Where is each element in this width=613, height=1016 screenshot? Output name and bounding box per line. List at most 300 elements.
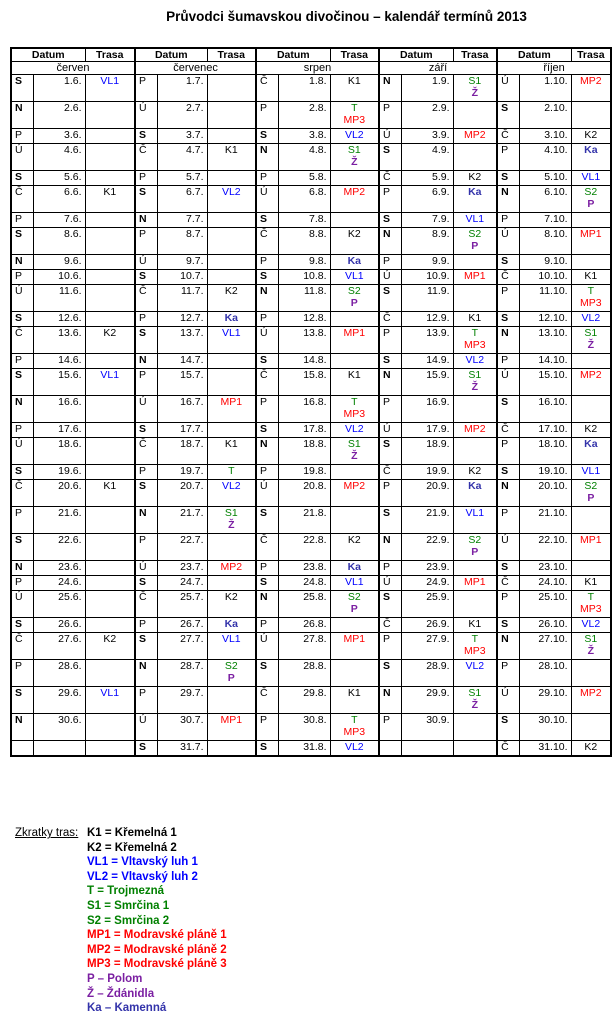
route-cell bbox=[330, 354, 379, 369]
day-cell: P bbox=[497, 354, 519, 369]
route-cell bbox=[207, 186, 256, 213]
date-cell: 18.10. bbox=[519, 438, 571, 465]
day-cell bbox=[379, 741, 401, 756]
date-cell: 18.7. bbox=[157, 438, 207, 465]
route-cell bbox=[207, 660, 256, 687]
date-cell: 30.7. bbox=[157, 714, 207, 741]
route-cell bbox=[330, 561, 379, 576]
date-cell: 28.6. bbox=[33, 660, 85, 687]
route-cell bbox=[330, 660, 379, 687]
day-cell: Č bbox=[379, 618, 401, 633]
route-code: MP2 bbox=[464, 423, 486, 435]
route-code: Ka bbox=[468, 186, 482, 198]
legend-label: Zkratky tras: bbox=[15, 827, 79, 839]
day-cell: P bbox=[135, 369, 157, 396]
date-cell: 9.9. bbox=[401, 255, 453, 270]
legend-items bbox=[87, 826, 227, 1016]
day-cell: Ú bbox=[379, 576, 401, 591]
route-cell bbox=[207, 561, 256, 576]
route-cell bbox=[330, 438, 379, 465]
day-cell: P bbox=[497, 438, 519, 465]
route-cell bbox=[330, 270, 379, 285]
day-cell: Č bbox=[135, 591, 157, 618]
route-cell bbox=[453, 438, 497, 465]
day-cell: P bbox=[256, 465, 278, 480]
route-code: K2 bbox=[224, 591, 238, 603]
route-code: Ka bbox=[224, 618, 238, 630]
route-cell bbox=[453, 660, 497, 687]
day-cell: N bbox=[379, 228, 401, 255]
day-cell: Č bbox=[379, 312, 401, 327]
day-cell: N bbox=[11, 255, 33, 270]
legend-item: K1 = Křemelná 1 bbox=[87, 827, 177, 839]
day-cell: Č bbox=[497, 270, 519, 285]
route-code: Ž bbox=[587, 645, 595, 657]
route-code: VL1 bbox=[100, 75, 120, 87]
day-cell: S bbox=[256, 576, 278, 591]
day-cell: Ú bbox=[135, 561, 157, 576]
date-cell: 12.8. bbox=[278, 312, 330, 327]
date-cell: 16.10. bbox=[519, 396, 571, 423]
route-code: VL1 bbox=[581, 171, 601, 183]
route-code: MP2 bbox=[343, 480, 366, 492]
date-cell: 2.7. bbox=[157, 102, 207, 129]
day-cell: S bbox=[379, 144, 401, 171]
route-cell bbox=[85, 285, 135, 312]
route-code: Ka bbox=[584, 438, 598, 450]
date-cell: 21.9. bbox=[401, 507, 453, 534]
date-cell: 1.7. bbox=[157, 75, 207, 102]
date-cell: 7.9. bbox=[401, 213, 453, 228]
day-cell: Ú bbox=[11, 144, 33, 171]
route-code: MP1 bbox=[343, 327, 366, 339]
day-cell: S bbox=[135, 633, 157, 660]
date-cell: 23.10. bbox=[519, 561, 571, 576]
route-code: MP2 bbox=[580, 369, 602, 381]
route-cell bbox=[207, 714, 256, 741]
route-code: Ž bbox=[351, 156, 358, 168]
route-cell bbox=[330, 171, 379, 186]
route-cell bbox=[330, 228, 379, 255]
date-cell: 24.8. bbox=[278, 576, 330, 591]
route-cell bbox=[571, 576, 611, 591]
route-cell bbox=[207, 102, 256, 129]
date-cell: 8.8. bbox=[278, 228, 330, 255]
route-cell bbox=[571, 396, 611, 423]
date-cell: 11.6. bbox=[33, 285, 85, 312]
day-cell: Ú bbox=[11, 591, 33, 618]
table-row bbox=[11, 618, 611, 633]
day-cell: P bbox=[11, 576, 33, 591]
day-cell: Č bbox=[497, 129, 519, 144]
header-datum: Datum bbox=[256, 48, 330, 62]
day-cell: N bbox=[497, 633, 519, 660]
route-cell bbox=[85, 213, 135, 228]
route-cell bbox=[207, 633, 256, 660]
header-datum: Datum bbox=[497, 48, 571, 62]
date-cell: 17.9. bbox=[401, 423, 453, 438]
date-cell: 8.6. bbox=[33, 228, 85, 255]
route-code: VL2 bbox=[581, 312, 601, 324]
date-cell: 23.6. bbox=[33, 561, 85, 576]
date-cell: 17.7. bbox=[157, 423, 207, 438]
table-row bbox=[11, 576, 611, 591]
route-code: MP1 bbox=[580, 534, 602, 546]
date-cell: 7.6. bbox=[33, 213, 85, 228]
date-cell: 3.9. bbox=[401, 129, 453, 144]
route-cell bbox=[85, 396, 135, 423]
date-cell: 25.8. bbox=[278, 591, 330, 618]
route-cell bbox=[207, 396, 256, 423]
route-code: K2 bbox=[584, 741, 598, 753]
day-cell: P bbox=[256, 561, 278, 576]
day-cell: Ú bbox=[11, 285, 33, 312]
date-cell: 14.8. bbox=[278, 354, 330, 369]
day-cell: N bbox=[379, 534, 401, 561]
route-cell bbox=[571, 465, 611, 480]
table-row bbox=[11, 102, 611, 129]
route-code: VL1 bbox=[465, 507, 485, 519]
header-datum: Datum bbox=[135, 48, 207, 62]
route-code: VL1 bbox=[581, 465, 601, 477]
route-cell bbox=[207, 213, 256, 228]
route-cell bbox=[330, 396, 379, 423]
route-code: P bbox=[350, 603, 358, 615]
date-cell: 16.8. bbox=[278, 396, 330, 423]
date-cell: 25.7. bbox=[157, 591, 207, 618]
day-cell: N bbox=[11, 102, 33, 129]
day-cell: N bbox=[497, 327, 519, 354]
route-cell bbox=[330, 465, 379, 480]
day-cell: Č bbox=[256, 75, 278, 102]
date-cell: 4.9. bbox=[401, 144, 453, 171]
day-cell: N bbox=[135, 507, 157, 534]
legend-item: VL1 = Vltavský luh 1 bbox=[87, 856, 198, 869]
route-cell bbox=[453, 129, 497, 144]
table-row bbox=[11, 144, 611, 171]
date-cell: 25.10. bbox=[519, 591, 571, 618]
route-cell bbox=[330, 534, 379, 561]
route-code: S1 bbox=[584, 633, 598, 645]
day-cell: S bbox=[379, 438, 401, 465]
route-cell bbox=[571, 438, 611, 465]
day-cell: N bbox=[256, 144, 278, 171]
route-code: MP2 bbox=[580, 687, 602, 699]
day-cell: S bbox=[135, 741, 157, 756]
route-code: MP2 bbox=[464, 129, 486, 141]
day-cell: P bbox=[379, 561, 401, 576]
route-cell bbox=[571, 312, 611, 327]
route-code: K2 bbox=[584, 423, 598, 435]
route-code: MP3 bbox=[580, 297, 602, 309]
date-cell: 31.10. bbox=[519, 741, 571, 756]
day-cell: S bbox=[379, 660, 401, 687]
route-code: S1 bbox=[347, 438, 361, 450]
route-code: K1 bbox=[347, 369, 361, 381]
route-cell bbox=[85, 186, 135, 213]
route-cell bbox=[85, 228, 135, 255]
route-code: K1 bbox=[347, 687, 361, 699]
date-cell: 22.9. bbox=[401, 534, 453, 561]
route-code: S1 bbox=[468, 75, 482, 87]
date-cell: 10.9. bbox=[401, 270, 453, 285]
day-cell: S bbox=[497, 396, 519, 423]
date-cell: 5.6. bbox=[33, 171, 85, 186]
date-cell: 26.6. bbox=[33, 618, 85, 633]
route-cell bbox=[85, 561, 135, 576]
day-cell: N bbox=[135, 660, 157, 687]
month-3: srpen bbox=[256, 62, 379, 75]
date-cell: 7.8. bbox=[278, 213, 330, 228]
date-cell: 26.8. bbox=[278, 618, 330, 633]
route-cell bbox=[207, 354, 256, 369]
route-code: S1 bbox=[584, 327, 598, 339]
date-cell: 10.6. bbox=[33, 270, 85, 285]
route-cell bbox=[330, 576, 379, 591]
day-cell: Č bbox=[135, 144, 157, 171]
day-cell: Č bbox=[497, 423, 519, 438]
route-code: S1 bbox=[468, 369, 482, 381]
legend-item: P – Polom bbox=[87, 972, 143, 985]
header-trasa: Trasa bbox=[330, 48, 379, 62]
route-code: S2 bbox=[347, 591, 361, 603]
day-cell: P bbox=[11, 270, 33, 285]
day-cell: Ú bbox=[256, 480, 278, 507]
route-cell bbox=[453, 423, 497, 438]
table-row bbox=[11, 312, 611, 327]
date-cell: 28.7. bbox=[157, 660, 207, 687]
day-cell: S bbox=[256, 507, 278, 534]
date-cell: 3.10. bbox=[519, 129, 571, 144]
day-cell: P bbox=[135, 618, 157, 633]
route-code: S2 bbox=[468, 534, 482, 546]
date-cell: 30.9. bbox=[401, 714, 453, 741]
route-code: Ž bbox=[228, 519, 235, 531]
route-code: K2 bbox=[468, 171, 482, 183]
route-code: K2 bbox=[584, 129, 598, 141]
table-row bbox=[11, 171, 611, 186]
table-row bbox=[11, 423, 611, 438]
legend-item: T = Trojmezná bbox=[87, 885, 165, 898]
date-cell: 6.6. bbox=[33, 186, 85, 213]
route-cell bbox=[330, 633, 379, 660]
day-cell: P bbox=[379, 633, 401, 660]
day-cell: S bbox=[135, 129, 157, 144]
route-code: Ž bbox=[587, 339, 595, 351]
header-datum: Datum bbox=[379, 48, 453, 62]
route-code: VL2 bbox=[344, 423, 364, 435]
date-cell: 15.9. bbox=[401, 369, 453, 396]
route-code: Ka bbox=[347, 561, 362, 573]
route-cell bbox=[571, 228, 611, 255]
date-cell: 4.10. bbox=[519, 144, 571, 171]
route-code: T bbox=[587, 591, 595, 603]
date-cell: 23.7. bbox=[157, 561, 207, 576]
day-cell: P bbox=[497, 591, 519, 618]
day-cell: N bbox=[135, 354, 157, 369]
date-cell: 3.8. bbox=[278, 129, 330, 144]
route-cell bbox=[330, 423, 379, 438]
route-cell bbox=[85, 618, 135, 633]
date-cell: 29.8. bbox=[278, 687, 330, 714]
date-cell: 28.9. bbox=[401, 660, 453, 687]
date-cell: 26.7. bbox=[157, 618, 207, 633]
date-cell: 2.10. bbox=[519, 102, 571, 129]
route-cell bbox=[330, 591, 379, 618]
route-cell bbox=[330, 687, 379, 714]
date-cell: 13.6. bbox=[33, 327, 85, 354]
route-cell bbox=[85, 576, 135, 591]
date-cell: 14.6. bbox=[33, 354, 85, 369]
date-cell: 15.6. bbox=[33, 369, 85, 396]
route-code: K1 bbox=[103, 480, 117, 492]
date-cell: 5.8. bbox=[278, 171, 330, 186]
day-cell: Č bbox=[135, 438, 157, 465]
route-cell bbox=[571, 102, 611, 129]
header-datum: Datum bbox=[11, 48, 85, 62]
table-row bbox=[11, 660, 611, 687]
route-code: MP1 bbox=[220, 714, 243, 726]
day-cell: P bbox=[497, 660, 519, 687]
day-cell: S bbox=[135, 186, 157, 213]
route-cell bbox=[85, 369, 135, 396]
route-code: T bbox=[471, 633, 479, 645]
route-cell bbox=[85, 465, 135, 480]
table-row bbox=[11, 285, 611, 312]
table-row bbox=[11, 633, 611, 660]
route-code: MP2 bbox=[343, 186, 366, 198]
route-cell bbox=[571, 423, 611, 438]
route-cell bbox=[330, 186, 379, 213]
day-cell: Ú bbox=[135, 102, 157, 129]
route-cell bbox=[330, 312, 379, 327]
date-cell: 19.10. bbox=[519, 465, 571, 480]
day-cell: Č bbox=[497, 741, 519, 756]
route-code: VL2 bbox=[465, 354, 485, 366]
date-cell: 14.9. bbox=[401, 354, 453, 369]
date-cell: 29.9. bbox=[401, 687, 453, 714]
date-cell: 8.9. bbox=[401, 228, 453, 255]
route-cell bbox=[207, 312, 256, 327]
route-cell bbox=[207, 480, 256, 507]
route-cell bbox=[85, 660, 135, 687]
table-row bbox=[11, 507, 611, 534]
date-cell: 6.10. bbox=[519, 186, 571, 213]
day-cell: Ú bbox=[497, 75, 519, 102]
date-cell: 6.8. bbox=[278, 186, 330, 213]
route-code: Ka bbox=[347, 255, 362, 267]
route-cell bbox=[571, 255, 611, 270]
route-cell bbox=[85, 480, 135, 507]
table-row bbox=[11, 687, 611, 714]
date-cell: 28.10. bbox=[519, 660, 571, 687]
day-cell: Č bbox=[11, 480, 33, 507]
table-row bbox=[11, 561, 611, 576]
date-cell: 22.6. bbox=[33, 534, 85, 561]
route-code: MP3 bbox=[464, 339, 486, 351]
route-code: VL1 bbox=[100, 687, 120, 699]
day-cell: S bbox=[497, 561, 519, 576]
day-cell: P bbox=[135, 171, 157, 186]
day-cell: S bbox=[11, 312, 33, 327]
day-cell: S bbox=[256, 423, 278, 438]
route-cell bbox=[453, 327, 497, 354]
route-code: MP3 bbox=[343, 114, 366, 126]
day-cell: S bbox=[256, 270, 278, 285]
route-cell bbox=[85, 171, 135, 186]
route-cell bbox=[207, 591, 256, 618]
legend-item: K2 = Křemelná 2 bbox=[87, 841, 177, 854]
route-cell bbox=[207, 465, 256, 480]
day-cell: Č bbox=[379, 465, 401, 480]
route-code: MP3 bbox=[343, 408, 366, 420]
route-cell bbox=[453, 213, 497, 228]
route-cell bbox=[85, 534, 135, 561]
day-cell: P bbox=[379, 255, 401, 270]
day-cell: S bbox=[256, 129, 278, 144]
day-cell: S bbox=[256, 213, 278, 228]
date-cell: 28.8. bbox=[278, 660, 330, 687]
day-cell: P bbox=[497, 213, 519, 228]
route-cell bbox=[453, 591, 497, 618]
legend-item: S1 = Smrčina 1 bbox=[87, 899, 170, 912]
date-cell: 30.10. bbox=[519, 714, 571, 741]
route-code: S2 bbox=[584, 186, 598, 198]
route-code: MP1 bbox=[464, 270, 486, 282]
route-cell bbox=[453, 369, 497, 396]
month-5: říjen bbox=[497, 62, 611, 75]
date-cell: 24.7. bbox=[157, 576, 207, 591]
route-cell bbox=[207, 285, 256, 312]
day-cell: S bbox=[379, 354, 401, 369]
route-cell bbox=[85, 327, 135, 354]
route-code: Ž bbox=[471, 87, 479, 99]
route-cell bbox=[330, 102, 379, 129]
route-cell bbox=[85, 633, 135, 660]
day-cell: P bbox=[11, 507, 33, 534]
route-cell bbox=[571, 714, 611, 741]
date-cell: 17.8. bbox=[278, 423, 330, 438]
date-cell: 27.10. bbox=[519, 633, 571, 660]
date-cell: 30.8. bbox=[278, 714, 330, 741]
day-cell: N bbox=[256, 438, 278, 465]
date-cell: 10.7. bbox=[157, 270, 207, 285]
date-cell: 16.6. bbox=[33, 396, 85, 423]
route-cell bbox=[207, 741, 256, 756]
route-code: T bbox=[351, 714, 358, 726]
date-cell: 5.9. bbox=[401, 171, 453, 186]
date-cell: 27.7. bbox=[157, 633, 207, 660]
date-cell: 1.8. bbox=[278, 75, 330, 102]
route-cell bbox=[571, 213, 611, 228]
date-cell: 11.8. bbox=[278, 285, 330, 312]
day-cell: Č bbox=[11, 633, 33, 660]
date-cell: 1.10. bbox=[519, 75, 571, 102]
date-cell: 9.10. bbox=[519, 255, 571, 270]
date-cell: 20.9. bbox=[401, 480, 453, 507]
route-cell bbox=[453, 465, 497, 480]
route-cell bbox=[571, 327, 611, 354]
date-cell: 21.10. bbox=[519, 507, 571, 534]
date-cell: 9.7. bbox=[157, 255, 207, 270]
date-cell: 12.10. bbox=[519, 312, 571, 327]
table-row bbox=[11, 396, 611, 423]
route-code: Ka bbox=[224, 312, 238, 324]
date-cell: 29.10. bbox=[519, 687, 571, 714]
route-cell bbox=[207, 423, 256, 438]
route-cell bbox=[571, 633, 611, 660]
route-cell bbox=[571, 354, 611, 369]
